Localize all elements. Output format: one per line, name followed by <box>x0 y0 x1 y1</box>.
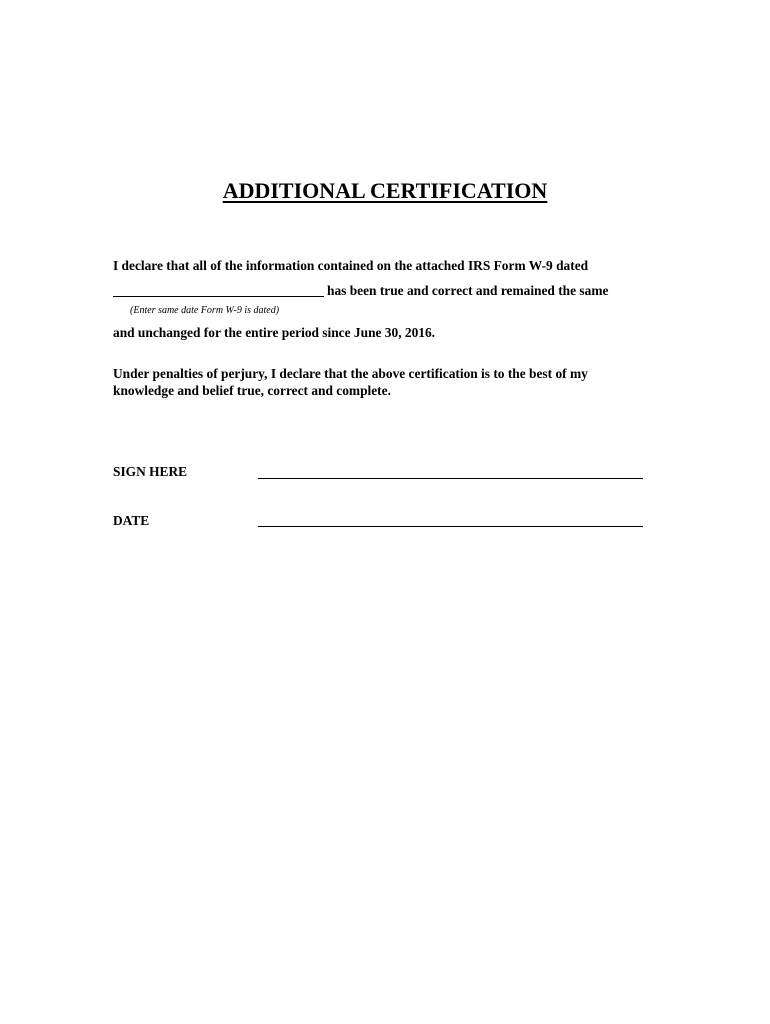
declaration-line-1: I declare that all of the information contained on the attached IRS Form W-9 dated <box>113 258 589 273</box>
declaration-line-3: and unchanged for the entire period since June 30, 2016. <box>113 325 436 340</box>
perjury-line-2: knowledge and belief true, correct and complete. <box>113 383 391 398</box>
perjury-line-1: Under penalties of perjury, I declare that the above certification is to the best of my <box>113 366 588 381</box>
signature-line[interactable] <box>258 478 643 479</box>
form-date-blank-line[interactable] <box>113 296 324 297</box>
date-note: (Enter same date Form W-9 is dated) <box>130 305 280 316</box>
declaration-line-2: has been true and correct and remained the same <box>327 283 609 298</box>
date-line[interactable] <box>258 526 643 527</box>
sign-here-label: SIGN HERE <box>113 464 188 479</box>
page-title: ADDITIONAL CERTIFICATION <box>222 178 548 203</box>
date-label: DATE <box>113 513 150 528</box>
